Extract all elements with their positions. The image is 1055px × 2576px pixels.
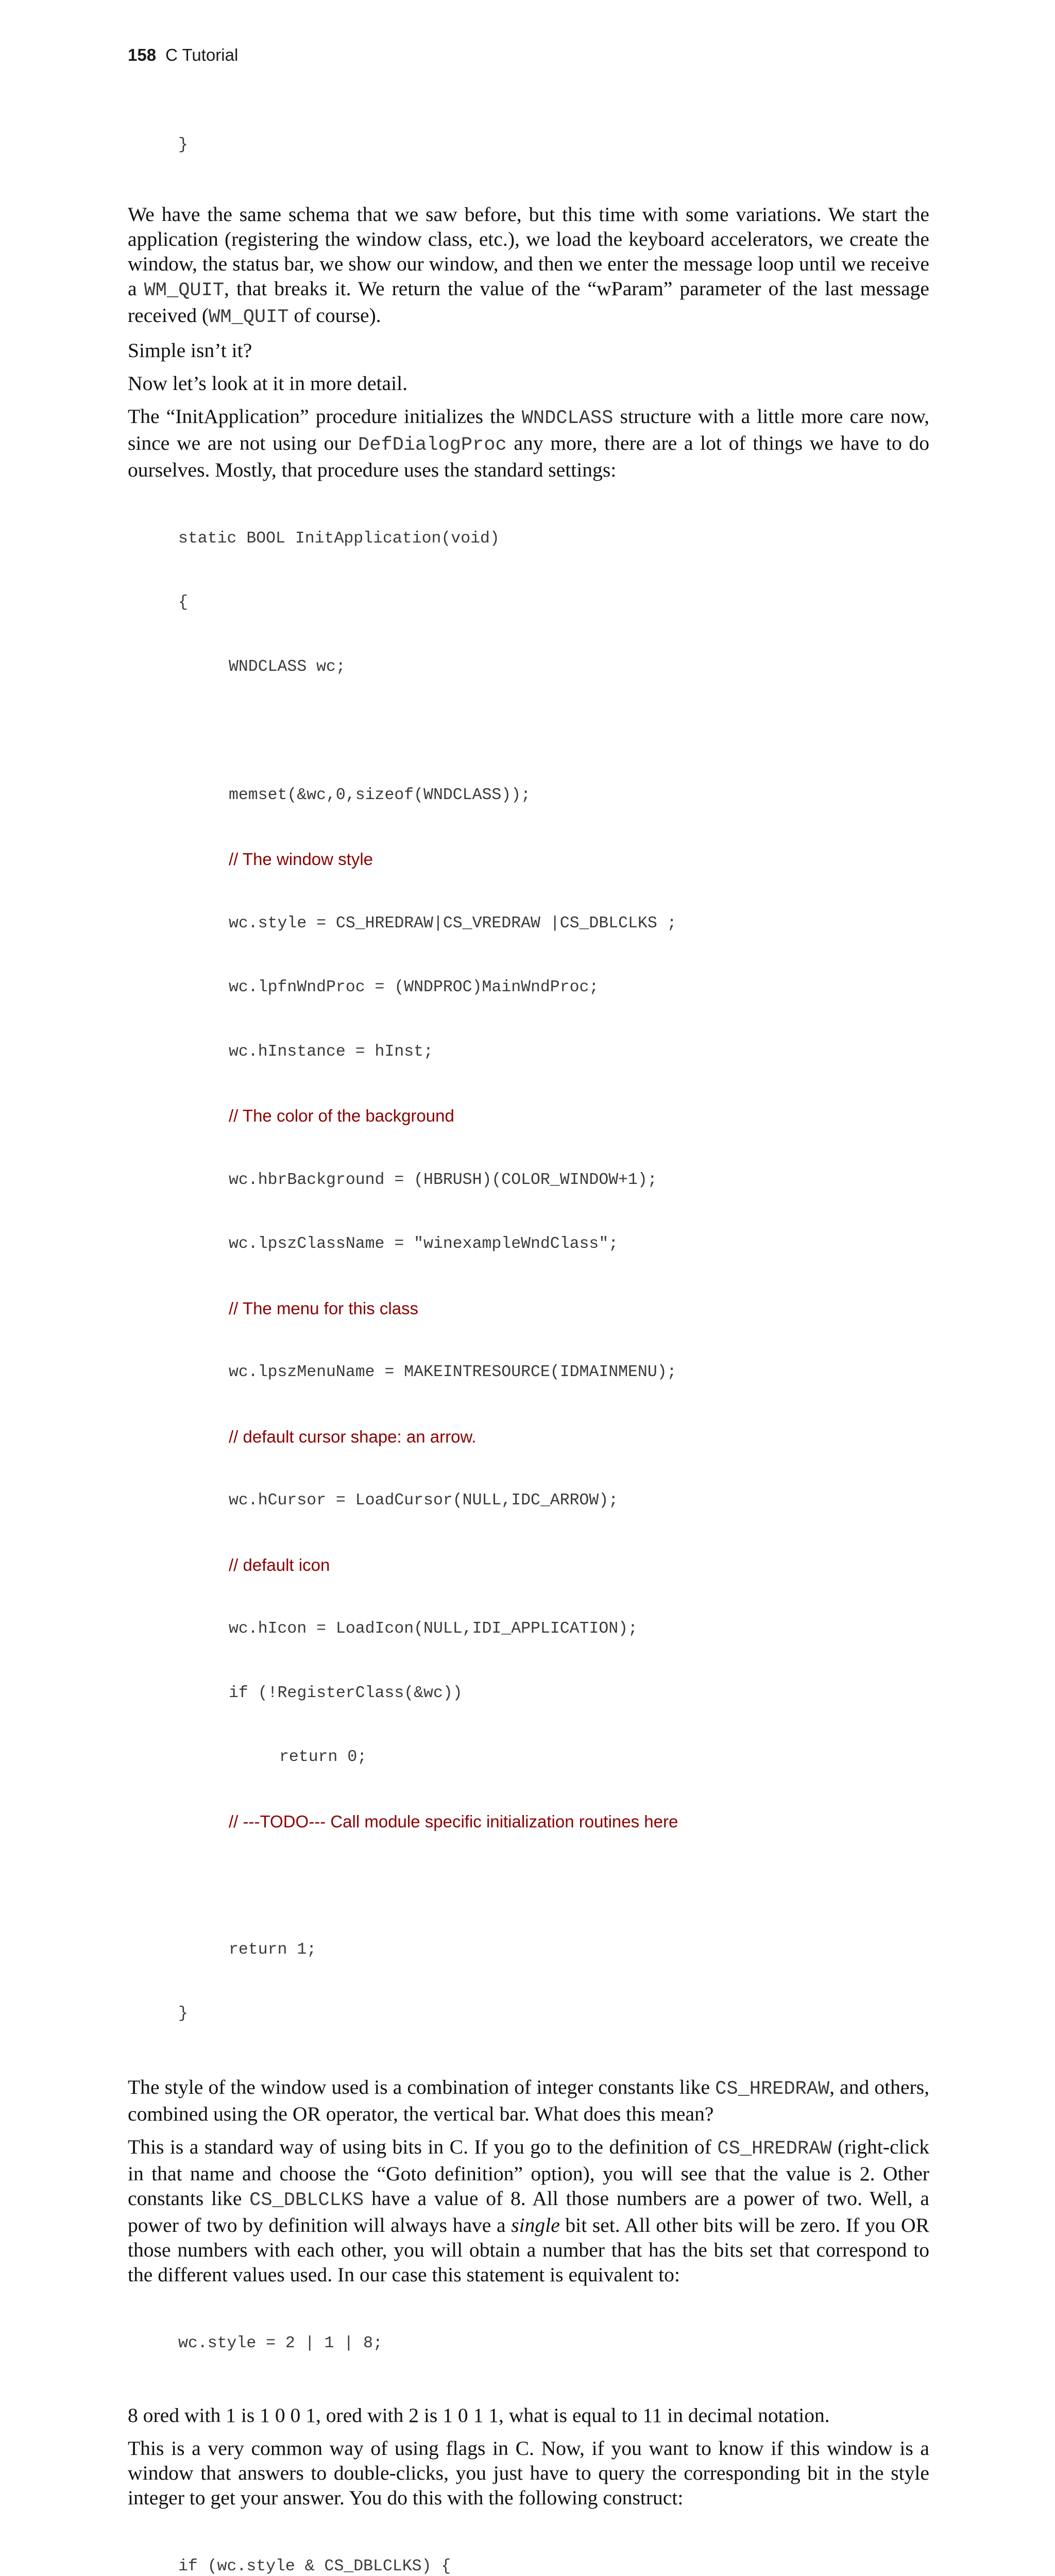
inline-code: WM_QUIT [144, 279, 225, 301]
text-run: of course). [288, 303, 381, 327]
paragraph-detail: Now let’s look at it in more detail. [128, 371, 408, 395]
code-line: if (wc.style & CS_DBLCLKS) { [178, 2557, 451, 2575]
text-run: The style of the window used is a combination of integer constants like [128, 2075, 716, 2098]
code-line: wc.lpszMenuName = MAKEINTRESOURCE(IDMAINMENU); [229, 1363, 677, 1381]
code-line: return 1; [229, 1940, 317, 1959]
code-line: wc.lpfnWndProc = (WNDPROC)MainWndProc; [229, 978, 599, 996]
code-line: wc.hIcon = LoadIcon(NULL,IDI_APPLICATION); [229, 1620, 638, 1638]
paragraph-simple: Simple isn’t it? [128, 338, 252, 362]
text-run: structure with a little more care now, since we are not using our [128, 404, 930, 454]
code-line: return 0; [279, 1748, 367, 1766]
inline-code: WM_QUIT [209, 306, 289, 328]
code-comment: // The menu for this class [229, 1298, 419, 1318]
code-line: if (!RegisterClass(&wc)) [229, 1684, 463, 1702]
code-line: wc.style = CS_HREDRAW|CS_VREDRAW |CS_DBLCLKS ; [229, 914, 677, 933]
text-run: We have the same schema that we saw before, but this time with some variations. We start the application (registering the window class, etc.), we load the keyboard accelerators, we create the window, the status bar, we show our window, and then we enter the message loop until we receive a [128, 202, 929, 300]
text-run: bit set. All other bits will be zero. If you OR those numbers with each other, you will obtain a number that has the bits set that correspond to the different values used. In our case this statement is equivalent to: [128, 2213, 929, 2286]
emphasis: single [511, 2213, 560, 2236]
code-line: wc.lpszClassName = "winexampleWndClass"; [229, 1235, 619, 1253]
inline-code: WNDCLASS [521, 407, 614, 429]
code-block-dblclks [178, 2513, 929, 2576]
code-block-initapplication [178, 485, 929, 2067]
text-run: have a value of 8. All those numbers are a power of two. Well, a power of two by definition will always have a [128, 2187, 929, 2236]
code-line: wc.hCursor = LoadCursor(NULL,IDC_ARROW); [229, 1492, 619, 1510]
text-run: , that breaks it. We return the value of the “wParam” parameter of the last message received ( [128, 277, 930, 327]
code-blank-line [178, 1875, 929, 1896]
code-line: { [178, 594, 188, 612]
code-blank-line [178, 720, 929, 742]
paragraph-initapplication [128, 404, 929, 482]
text-run: This is a standard way of using bits in C. If you go to the definition of [128, 2135, 718, 2158]
code-comment: // default icon [229, 1555, 330, 1574]
inline-code: CS_HREDRAW [717, 2138, 832, 2160]
code-comment: // The color of the background [229, 1106, 454, 1125]
paragraph-ored: 8 ored with 1 is 1 0 0 1, ored with 2 is 1 0 1 1, what is equal to 11 in decimal notation. [128, 2404, 830, 2427]
code-line: wc.hInstance = hInst; [229, 1042, 433, 1061]
paragraph-bits [128, 2134, 929, 2287]
paragraph-flags: This is a very common way of using flags in C. Now, if you want to know if this window is a window that answers to double-clicks, you just have to query the corresponding bit in the style integer to get your answer. You do this with the following construct: [128, 2437, 929, 2509]
code-comment: // ---TODO--- Call module specific initialization routines here [229, 1811, 678, 1831]
text-run: (right-click in that name and choose the “Goto definition” option), you will see that the value is 2. Other constants like [128, 2135, 929, 2210]
code-line: memset(&wc,0,sizeof(WNDCLASS)); [229, 786, 531, 804]
code-block-closing [178, 92, 929, 199]
paragraph-schema [128, 202, 929, 330]
code-line: wc.hbrBackground = (HBRUSH)(COLOR_WINDOW+1); [229, 1171, 657, 1189]
code-line: wc.style = 2 | 1 | 8; [178, 2334, 383, 2352]
page-header [128, 45, 238, 65]
text-run: , and others, combined using the OR operator, the vertical bar. What does this mean? [128, 2075, 930, 2125]
page-number: 158 [128, 45, 157, 64]
text-run: The “InitApplication” procedure initializes the [128, 404, 522, 428]
code-line: } [178, 2005, 188, 2023]
code-line: WNDCLASS wc; [229, 657, 346, 676]
inline-code: DefDialogProc [358, 434, 507, 456]
code-block-style-values [178, 2290, 929, 2397]
text-run: any more, there are a lot of things we have to do ourselves. Mostly, that procedure uses the standard settings: [128, 431, 930, 481]
running-title: C Tutorial [165, 45, 239, 64]
code-line: static BOOL InitApplication(void) [178, 529, 500, 548]
page-body [128, 92, 929, 2576]
code-comment: // The window style [229, 850, 373, 869]
paragraph-window-style [128, 2075, 929, 2126]
code-line: } [178, 136, 188, 154]
inline-code: CS_DBLCLKS [249, 2189, 364, 2211]
code-comment: // default cursor shape: an arrow. [229, 1427, 477, 1446]
inline-code: CS_HREDRAW [715, 2078, 830, 2100]
